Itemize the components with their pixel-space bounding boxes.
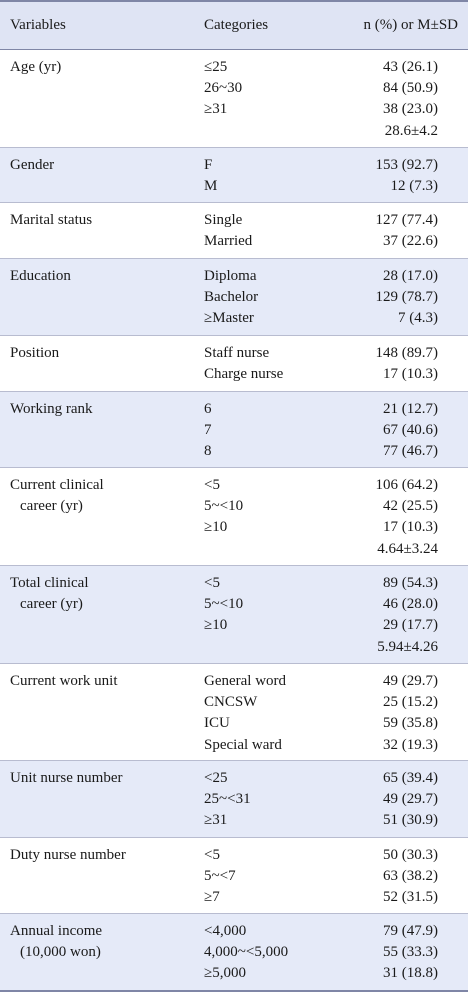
variable-cell: [10, 845, 190, 866]
category-label: General word: [204, 673, 287, 689]
table-row: [0, 914, 468, 992]
categories-cell: [204, 266, 374, 330]
value-text: 63 (38.2): [383, 868, 438, 885]
value-text: 89 (54.3): [383, 575, 438, 591]
category-label: <25: [204, 770, 228, 786]
categories-cell: [204, 399, 374, 463]
values-cell: [383, 399, 438, 463]
table-row: [0, 566, 468, 664]
category-label: ICU: [204, 715, 230, 732]
categories-cell: [204, 57, 374, 142]
header-variables: Variables: [10, 17, 66, 33]
values-cell: [376, 475, 439, 560]
values-cell: [376, 343, 439, 385]
table-row: [0, 392, 468, 468]
variable-cell: [10, 921, 190, 963]
category-label: [204, 637, 374, 658]
value-text: 79 (47.9): [383, 923, 438, 939]
value-text: 29 (17.7): [383, 617, 438, 634]
value-text: 49 (29.7): [383, 791, 438, 808]
categories-cell: [204, 845, 374, 909]
value-text: 28.6±4.2: [384, 122, 438, 139]
value-text: 31 (18.8): [383, 965, 438, 982]
table-row: [0, 761, 468, 838]
header-categories: Categories: [204, 17, 269, 33]
value-text: 49 (29.7): [383, 673, 438, 689]
value-text: 32 (19.3): [383, 736, 438, 753]
table-row: [0, 50, 468, 148]
value-text: 127 (77.4): [375, 212, 438, 228]
value-text: 148 (89.7): [375, 345, 438, 361]
variable-cell: [10, 266, 190, 287]
value-text: 5.94±4.26: [377, 638, 438, 655]
value-text: 51 (30.9): [383, 812, 438, 829]
value-text: 37 (22.6): [383, 233, 438, 250]
value-text: 129 (78.7): [375, 289, 438, 306]
categories-cell: [204, 921, 374, 985]
value-text: 84 (50.9): [383, 80, 438, 97]
category-label: ≥5,000: [204, 965, 246, 982]
categories-cell: [204, 210, 374, 252]
value-text: 43 (26.1): [383, 59, 438, 75]
table-row: [0, 838, 468, 914]
variable-cell: [10, 573, 190, 615]
value-text: 38 (23.0): [383, 101, 438, 118]
value-text: 106 (64.2): [375, 477, 438, 493]
values-cell: [383, 768, 438, 832]
category-label: 5~<10: [204, 596, 244, 613]
value-text: 12 (7.3): [390, 178, 438, 195]
variable-label: Unit nurse number: [10, 770, 123, 786]
variable-label-continued: (10,000 won): [20, 944, 101, 960]
category-label: ≥7: [204, 889, 220, 906]
values-cell: [383, 921, 438, 985]
variable-label: Current clinical: [10, 477, 104, 493]
category-label: ≥10: [204, 519, 228, 536]
value-text: 65 (39.4): [383, 770, 438, 786]
values-cell: [383, 57, 438, 142]
values-cell: [377, 573, 438, 658]
category-label: Married: [204, 233, 253, 250]
category-label: M: [204, 178, 218, 195]
category-label: [204, 539, 374, 560]
values-cell: [376, 155, 439, 197]
variable-cell: [10, 343, 190, 364]
category-label: Charge nurse: [204, 366, 284, 383]
value-text: 153 (92.7): [375, 157, 438, 173]
category-label: CNCSW: [204, 694, 258, 711]
category-label: ≤25: [204, 59, 228, 75]
category-label: 25~<31: [204, 791, 251, 808]
value-text: 4.64±3.24: [377, 540, 438, 557]
variable-cell: [10, 210, 190, 231]
category-label: <5: [204, 575, 220, 591]
category-label: 6: [204, 401, 212, 417]
category-label: ≥31: [204, 101, 228, 118]
category-label: Diploma: [204, 268, 257, 284]
category-label: ≥Master: [204, 310, 254, 327]
categories-cell: [204, 573, 374, 658]
value-text: 7 (4.3): [398, 310, 438, 327]
value-text: 46 (28.0): [383, 596, 438, 613]
variable-label: Total clinical: [10, 575, 89, 591]
variable-label: Working rank: [10, 401, 93, 417]
variable-label: Current work unit: [10, 673, 118, 689]
category-label: [204, 121, 374, 142]
value-text: 67 (40.6): [383, 422, 438, 439]
values-cell: [383, 671, 438, 756]
category-label: Single: [204, 212, 243, 228]
variable-label: Marital status: [10, 212, 93, 228]
variable-cell: [10, 57, 190, 78]
value-text: 59 (35.8): [383, 715, 438, 732]
category-label: <4,000: [204, 923, 247, 939]
variable-cell: [10, 768, 190, 789]
category-label: 4,000~<5,000: [204, 944, 289, 961]
value-text: 17 (10.3): [383, 519, 438, 536]
value-text: 55 (33.3): [383, 944, 438, 961]
category-label: 5~<7: [204, 868, 236, 885]
category-label: 26~30: [204, 80, 243, 97]
table-row: [0, 336, 468, 392]
categories-cell: [204, 343, 374, 385]
variable-label-continued: career (yr): [20, 498, 83, 514]
values-cell: [383, 845, 438, 909]
table-row: [0, 468, 468, 566]
value-text: 17 (10.3): [383, 366, 438, 383]
category-label: F: [204, 157, 213, 173]
value-text: 42 (25.5): [383, 498, 438, 515]
variable-cell: [10, 155, 190, 176]
table-row: [0, 203, 468, 259]
header-values: n (%) or M±SD: [363, 17, 458, 33]
value-text: 77 (46.7): [383, 443, 438, 460]
variable-label: Position: [10, 345, 60, 361]
variable-label: Duty nurse number: [10, 847, 126, 863]
value-text: 50 (30.3): [383, 847, 438, 863]
categories-cell: [204, 475, 374, 560]
variable-cell: [10, 671, 190, 692]
value-text: 28 (17.0): [383, 268, 438, 284]
table-row: [0, 664, 468, 761]
category-label: Staff nurse: [204, 345, 270, 361]
category-label: Bachelor: [204, 289, 259, 306]
values-cell: [376, 210, 439, 252]
table-header: [0, 0, 468, 50]
variable-label: Gender: [10, 157, 55, 173]
table-row: [0, 259, 468, 336]
variable-cell: [10, 399, 190, 420]
variable-label: Annual income: [10, 923, 103, 939]
category-label: <5: [204, 847, 220, 863]
category-label: Special ward: [204, 736, 282, 753]
category-label: 5~<10: [204, 498, 244, 515]
variable-label-continued: career (yr): [20, 596, 83, 612]
variable-label: Age (yr): [10, 59, 62, 75]
values-cell: [376, 266, 439, 330]
table-row: [0, 148, 468, 203]
value-text: 25 (15.2): [383, 694, 438, 711]
category-label: ≥31: [204, 812, 228, 829]
categories-cell: [204, 155, 374, 197]
category-label: 8: [204, 443, 212, 460]
table-body: [0, 50, 468, 992]
variable-cell: [10, 475, 190, 517]
variable-label: Education: [10, 268, 71, 284]
value-text: 21 (12.7): [383, 401, 438, 417]
category-label: 7: [204, 422, 212, 439]
value-text: 52 (31.5): [383, 889, 438, 906]
categories-cell: [204, 768, 374, 832]
categories-cell: [204, 671, 374, 756]
category-label: <5: [204, 477, 220, 493]
category-label: ≥10: [204, 617, 228, 634]
